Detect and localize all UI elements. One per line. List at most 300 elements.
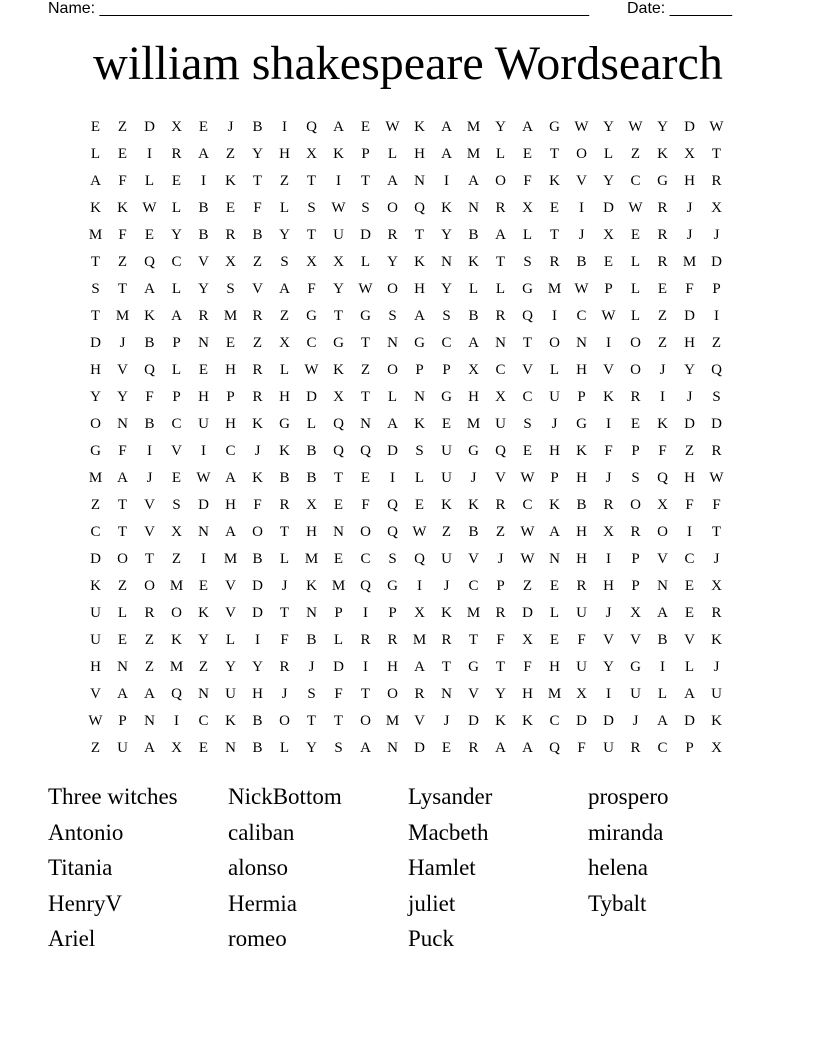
grid-letter: S [172,497,181,513]
grid-letter: W [520,551,535,567]
grid-letter: P [442,362,451,378]
grid-letter: D [252,605,263,621]
grid-row [82,735,730,762]
grid-letter: G [360,308,371,324]
grid-letter: K [657,416,668,432]
grid-letter: W [142,200,157,216]
grid-letter: D [333,659,344,675]
word-bank-item: Hermia [228,890,297,916]
grid-letter: J [686,389,693,405]
grid-letter: A [657,713,668,729]
grid-letter: W [520,524,535,540]
word-bank-item: juliet [408,890,456,916]
grid-letter: L [144,173,155,189]
grid-letter: T [117,497,128,513]
grid-letter: Z [279,173,290,189]
grid-letter: R [630,389,641,405]
grid-letter: L [171,281,182,297]
grid-letter: M [466,416,481,432]
grid-letter: H [279,146,290,162]
grid-letter: R [252,389,263,405]
grid-letter: Q [414,200,425,216]
grid-letter: F [523,659,532,675]
grid-letter: A [279,281,290,297]
grid-letter: X [306,254,317,270]
grid-letter: T [468,632,479,648]
grid-letter: J [605,605,612,621]
grid-letter: O [549,335,560,351]
word-bank-item: romeo [228,926,287,952]
grid-letter: I [201,173,206,189]
grid-letter: R [387,227,398,243]
grid-letter: D [576,713,587,729]
grid-row [82,465,730,492]
grid-letter: S [712,389,721,405]
grid-letter: I [660,389,665,405]
grid-row [82,384,730,411]
grid-letter: G [576,416,587,432]
grid-letter: T [90,254,101,270]
grid-letter: N [225,740,236,756]
grid-letter: U [576,605,587,621]
grid-letter: E [441,740,452,756]
grid-letter: A [522,119,533,135]
grid-letter: Q [171,686,182,702]
grid-letter: O [171,605,182,621]
grid-letter: O [387,362,398,378]
grid-letter: U [198,416,209,432]
grid-letter: Z [360,362,371,378]
grid-letter: R [468,740,479,756]
grid-letter: B [306,632,317,648]
grid-letter: H [225,497,236,513]
grid-letter: W [601,308,616,324]
grid-letter: J [443,578,450,594]
grid-letter: G [279,416,290,432]
grid-letter: E [603,254,614,270]
grid-letter: I [606,416,611,432]
grid-letter: H [684,173,695,189]
grid-letter: F [118,443,127,459]
grid-letter: S [307,200,316,216]
grid-letter: X [711,740,722,756]
grid-letter: Y [333,281,344,297]
grid-letter: I [606,686,611,702]
grid-letter: H [414,146,425,162]
grid-letter: E [522,146,533,162]
grid-letter: H [279,389,290,405]
grid-letter: I [714,308,719,324]
grid-letter: N [414,173,425,189]
grid-letter: N [198,686,209,702]
grid-letter: D [468,713,479,729]
grid-letter: V [117,362,128,378]
grid-letter: O [657,524,668,540]
grid-letter: R [495,497,506,513]
grid-letter: U [441,551,452,567]
grid-letter: U [441,443,452,459]
grid-letter: A [468,335,479,351]
grid-letter: S [91,281,100,297]
grid-letter: Q [333,443,344,459]
grid-letter: L [468,281,479,297]
grid-row [82,249,730,276]
grid-letter: Y [603,659,614,675]
grid-letter: H [684,335,695,351]
grid-row [82,627,730,654]
grid-letter: E [333,551,344,567]
grid-letter: Q [711,362,722,378]
grid-letter: D [306,389,317,405]
grid-letter: M [412,632,427,648]
grid-letter: W [358,281,373,297]
grid-letter: A [468,173,479,189]
grid-letter: R [657,200,668,216]
grid-letter: E [549,632,560,648]
grid-letter: L [630,281,641,297]
grid-letter: K [549,173,560,189]
grid-letter: O [360,713,371,729]
grid-letter: A [495,227,506,243]
grid-letter: W [520,470,535,486]
grid-letter: E [90,119,101,135]
grid-letter: F [361,497,370,513]
grid-letter: E [549,200,560,216]
grid-letter: J [632,713,639,729]
grid-letter: O [630,335,641,351]
grid-letter: K [279,443,290,459]
word-bank-item: Hamlet [408,855,476,881]
grid-letter: Q [360,443,371,459]
grid-letter: T [711,146,722,162]
grid-letter: Y [495,686,506,702]
grid-letter: V [522,362,533,378]
grid-letter: J [281,578,288,594]
grid-letter: P [118,713,127,729]
grid-letter: P [334,605,343,621]
grid-letter: R [630,740,641,756]
grid-letter: C [630,173,641,189]
grid-letter: M [115,308,130,324]
grid-letter: D [603,200,614,216]
grid-letter: K [468,254,479,270]
grid-row [82,168,730,195]
word-bank-item: Ariel [48,926,96,952]
grid-letter: A [171,308,182,324]
grid-letter: I [201,443,206,459]
grid-letter: E [225,335,236,351]
grid-letter: P [685,740,694,756]
grid-letter: V [603,362,614,378]
grid-row [82,546,730,573]
grid-letter: K [414,254,425,270]
grid-letter: U [549,389,560,405]
grid-letter: U [711,686,722,702]
grid-letter: A [117,470,128,486]
grid-letter: I [417,578,422,594]
grid-letter: T [549,227,560,243]
grid-letter: X [306,497,317,513]
grid-letter: W [574,119,589,135]
grid-letter: K [441,200,452,216]
grid-letter: V [144,524,155,540]
grid-letter: C [225,443,236,459]
grid-letter: W [88,713,103,729]
grid-letter: K [657,146,668,162]
grid-letter: E [441,416,452,432]
grid-letter: X [414,605,425,621]
grid-letter: G [414,335,425,351]
grid-row [82,114,730,141]
grid-letter: T [495,659,506,675]
grid-letter: D [198,497,209,513]
grid-letter: F [145,389,154,405]
grid-letter: L [684,659,695,675]
grid-letter: G [630,659,641,675]
grid-letter: R [711,173,722,189]
grid-letter: S [280,254,289,270]
grid-letter: H [306,524,317,540]
grid-letter: W [331,200,346,216]
grid-letter: Q [387,524,398,540]
grid-letter: Z [90,740,101,756]
grid-letter: B [252,740,263,756]
grid-letter: D [360,227,371,243]
grid-letter: P [712,281,721,297]
grid-letter: K [495,713,506,729]
grid-letter: K [603,389,614,405]
grid-letter: B [252,227,263,243]
grid-letter: W [628,119,643,135]
grid-letter: C [495,362,506,378]
grid-letter: E [522,443,533,459]
grid-letter: X [603,524,614,540]
grid-letter: O [387,686,398,702]
grid-letter: S [388,308,397,324]
grid-letter: S [226,281,235,297]
grid-letter: H [549,443,560,459]
grid-letter: N [495,335,506,351]
grid-letter: G [549,119,560,135]
grid-letter: M [682,254,697,270]
grid-letter: M [223,308,238,324]
grid-letter: I [201,551,206,567]
grid-letter: V [198,254,209,270]
grid-letter: B [306,443,317,459]
grid-letter: N [306,605,317,621]
grid-letter: I [579,200,584,216]
word-bank-item: Lysander [408,784,493,809]
grid-letter: R [495,200,506,216]
grid-letter: R [360,632,371,648]
grid-letter: L [549,605,560,621]
grid-letter: X [630,605,641,621]
grid-letter: Z [252,335,263,351]
grid-letter: O [279,713,290,729]
grid-letter: E [225,200,236,216]
grid-letter: Q [495,443,506,459]
grid-letter: U [576,659,587,675]
grid-letter: D [90,335,101,351]
grid-letter: E [117,146,128,162]
grid-letter: C [684,551,695,567]
grid-letter: P [172,389,181,405]
grid-letter: C [576,308,587,324]
grid-letter: T [495,254,506,270]
grid-letter: E [171,470,182,486]
grid-letter: X [468,362,479,378]
word-bank-item: HenryV [48,890,123,916]
grid-letter: A [684,686,695,702]
grid-letter: J [713,227,720,243]
grid-letter: R [495,605,506,621]
grid-letter: E [198,578,209,594]
grid-letter: J [443,713,450,729]
grid-letter: N [360,416,371,432]
grid-letter: M [304,551,319,567]
grid-letter: M [88,227,103,243]
grid-letter: Y [603,173,614,189]
grid-letter: K [252,416,263,432]
grid-letter: F [253,200,262,216]
grid-letter: V [171,443,182,459]
grid-letter: A [360,740,371,756]
grid-letter: J [146,470,153,486]
grid-letter: V [414,713,425,729]
date-field-label: Date: _______ [627,0,732,17]
grid-letter: M [466,146,481,162]
letter-grid [82,114,730,762]
grid-letter: E [684,578,695,594]
grid-letter: K [414,119,425,135]
grid-letter: Z [117,119,128,135]
grid-letter: P [577,389,586,405]
grid-letter: Z [144,659,155,675]
grid-letter: Y [603,119,614,135]
grid-letter: L [360,254,371,270]
grid-letter: H [414,281,425,297]
grid-letter: K [306,578,317,594]
grid-letter: V [684,632,695,648]
grid-letter: S [334,740,343,756]
grid-letter: B [252,119,263,135]
grid-letter: F [712,497,721,513]
grid-letter: F [577,632,586,648]
grid-letter: J [659,362,666,378]
grid-letter: T [279,605,290,621]
grid-letter: F [604,443,613,459]
grid-letter: A [198,146,209,162]
grid-letter: D [603,713,614,729]
grid-letter: I [606,335,611,351]
grid-letter: L [279,200,290,216]
grid-letter: I [552,308,557,324]
grid-letter: A [144,740,155,756]
grid-letter: L [306,416,317,432]
grid-letter: B [144,416,155,432]
grid-letter: I [606,551,611,567]
word-bank-item: caliban [228,819,295,845]
grid-letter: R [495,308,506,324]
grid-letter: K [711,632,722,648]
word-bank [48,779,768,957]
grid-letter: K [333,362,344,378]
grid-letter: T [117,524,128,540]
grid-letter: G [387,578,398,594]
grid-letter: Y [252,146,263,162]
grid-row [82,411,730,438]
grid-letter: R [630,524,641,540]
grid-letter: L [225,632,236,648]
grid-letter: F [685,497,694,513]
grid-letter: I [660,659,665,675]
grid-letter: F [523,173,532,189]
grid-letter: Y [387,254,398,270]
grid-letter: F [685,281,694,297]
grid-letter: B [306,470,317,486]
grid-letter: T [306,713,317,729]
grid-letter: M [466,119,481,135]
grid-letter: X [603,227,614,243]
grid-letter: Y [171,227,182,243]
grid-letter: X [495,389,506,405]
grid-letter: M [547,281,562,297]
grid-letter: E [198,119,209,135]
grid-letter: T [522,335,533,351]
grid-letter: H [387,659,398,675]
grid-letter: H [576,362,587,378]
grid-letter: Z [90,497,101,513]
grid-letter: M [466,605,481,621]
grid-letter: E [198,362,209,378]
grid-letter: S [388,551,397,567]
grid-letter: Q [144,362,155,378]
grid-row [82,573,730,600]
grid-letter: G [657,173,668,189]
grid-letter: O [117,551,128,567]
grid-letter: R [441,632,452,648]
grid-letter: D [522,605,533,621]
grid-row [82,708,730,735]
grid-letter: X [522,200,533,216]
grid-letter: L [495,281,506,297]
grid-letter: T [360,686,371,702]
grid-letter: E [171,173,182,189]
grid-letter: X [171,740,182,756]
grid-row [82,519,730,546]
grid-letter: N [117,416,128,432]
grid-letter: P [550,470,559,486]
grid-letter: T [279,524,290,540]
grid-letter: H [603,578,614,594]
word-bank-item: Macbeth [408,819,489,845]
grid-letter: B [252,713,263,729]
grid-letter: H [549,659,560,675]
grid-letter: P [415,362,424,378]
grid-letter: L [90,146,101,162]
grid-letter: J [605,470,612,486]
grid-letter: B [576,254,587,270]
grid-letter: A [657,605,668,621]
grid-letter: G [306,308,317,324]
grid-letter: K [414,416,425,432]
grid-letter: Z [657,308,668,324]
grid-letter: J [281,686,288,702]
grid-letter: Z [198,659,209,675]
grid-letter: T [711,524,722,540]
grid-letter: T [333,308,344,324]
grid-letter: Y [441,227,452,243]
